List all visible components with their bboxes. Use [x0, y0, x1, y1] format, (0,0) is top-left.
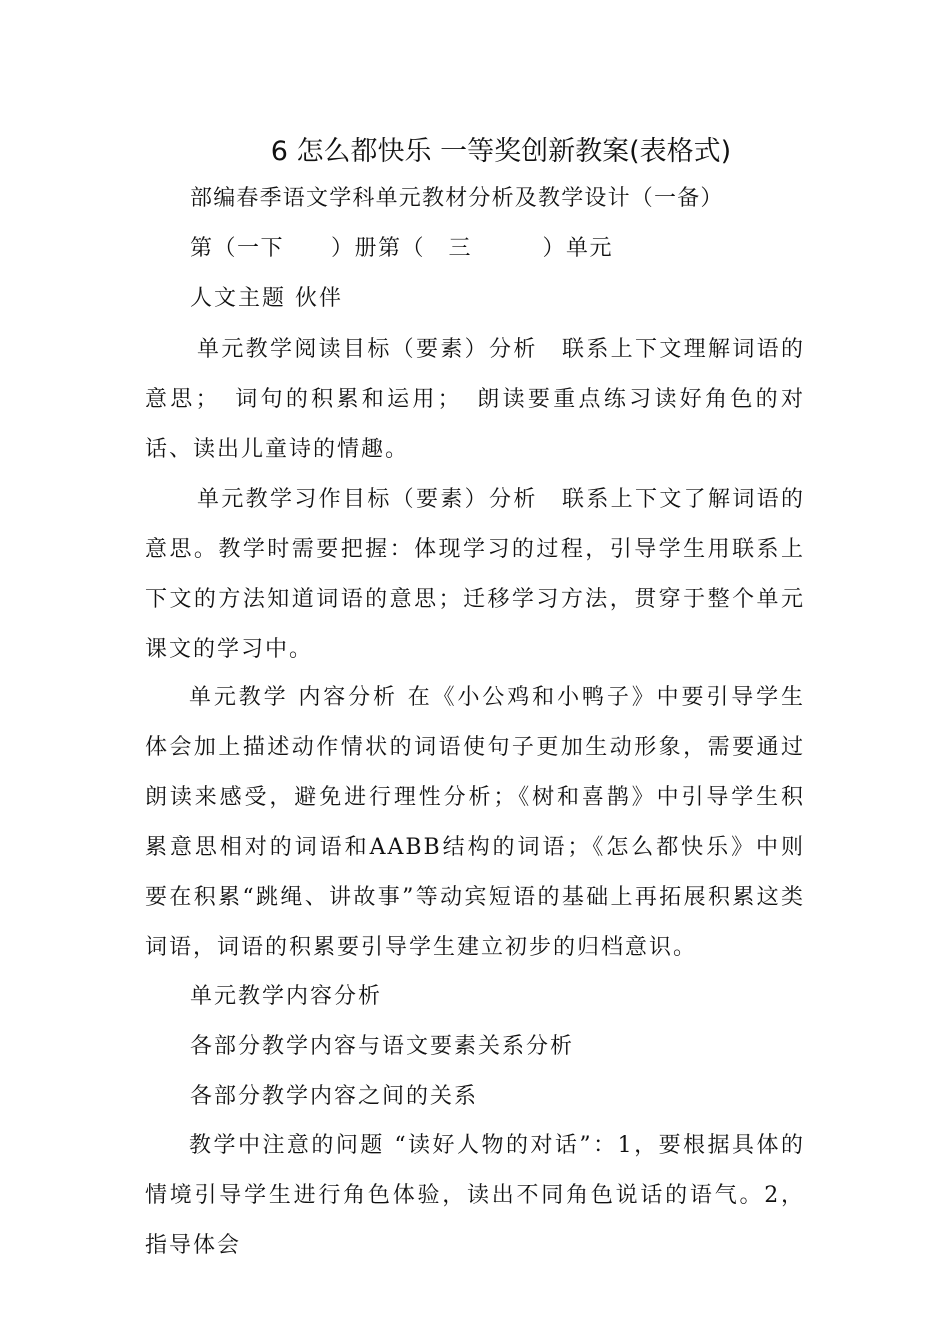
theme-line: 人文主题 伙伴: [190, 286, 343, 311]
writing-goal-paragraph: 单元教学习作目标（要素）分析 联系上下文了解词语的意思。教学时需要把握：体现学习的过程，引导学生用联系上下文的方法知道词语的意思；迁移学习方法，贯穿于整个单元课文的学习中。: [145, 487, 805, 662]
section-label-elements-relation: 各部分教学内容与语文要素关系分析: [190, 1034, 575, 1059]
section-label-content-analysis: 单元教学内容分析: [190, 984, 383, 1009]
content-analysis-paragraph: 单元教学 内容分析 在《小公鸡和小鸭子》中要引导学生体会加上描述动作情状的词语使句子更加生动形象，需要通过朗读来感受，避免进行理性分析；《树和喜鹊》中引导学生积累意思相对的词语和AABB结构的词语；《怎么都快乐》中则要在积累“跳绳、讲故事”等动宾短语的基础上再拓展积累这类词语，词语的积累要引导学生建立初步的归档意识。: [145, 685, 805, 960]
document-title: 6 怎么都快乐 一等奖创新教案(表格式): [270, 136, 732, 167]
volume-unit-line: 第（一下 ）册第（ 三 ）单元: [190, 236, 614, 261]
teaching-notes-paragraph: 教学中注意的问题 “读好人物的对话”：1，要根据具体的情境引导学生进行角色体验，读出不同角色说话的语气。2，指导体会: [145, 1133, 805, 1258]
section-label-parts-relation: 各部分教学内容之间的关系: [190, 1084, 479, 1109]
document-subtitle: 部编春季语文学科单元教材分析及教学设计（一备）: [190, 186, 724, 211]
reading-goal-paragraph: 单元教学阅读目标（要素）分析 联系上下文理解词语的意思； 词句的积累和运用； 朗读要重点练习读好角色的对话、读出儿童诗的情趣。: [145, 337, 805, 462]
